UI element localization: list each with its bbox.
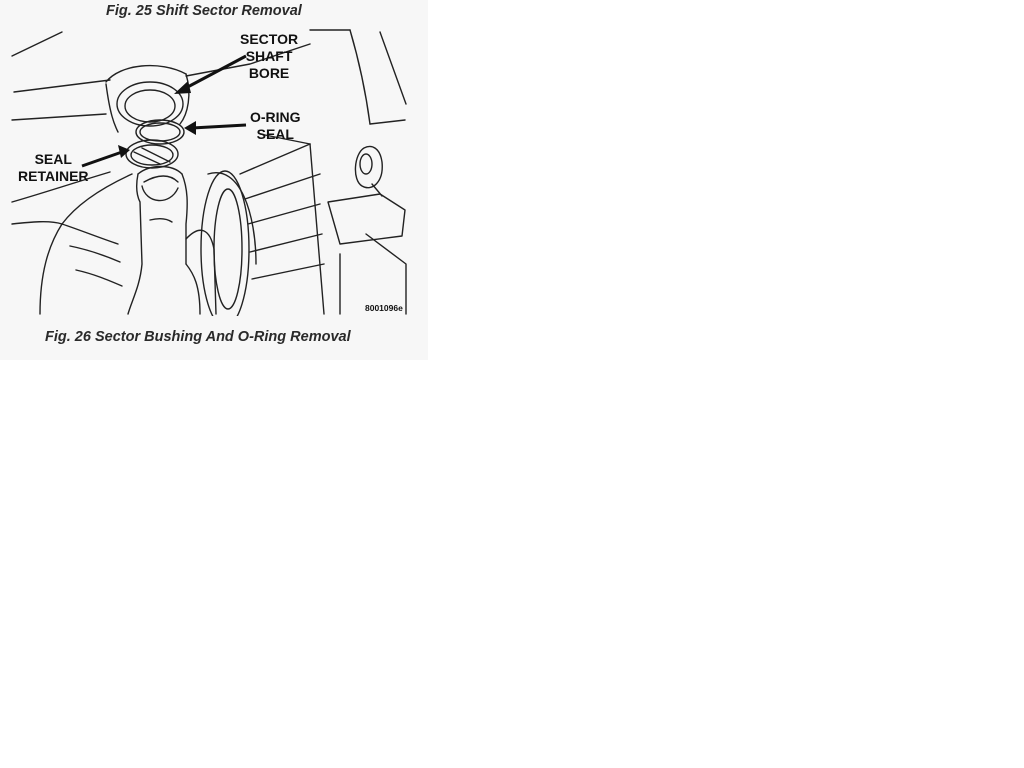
- figure-25-caption: Fig. 25 Shift Sector Removal: [106, 3, 302, 19]
- label-line: SECTOR: [240, 31, 299, 47]
- label-line: O-RING: [250, 109, 301, 125]
- label-line: RETAINER: [18, 168, 89, 184]
- illustration-code: 8001096e: [365, 303, 403, 313]
- o-ring-seal-label: [250, 109, 301, 143]
- figure-26-caption: Fig. 26 Sector Bushing And O-Ring Removal: [45, 329, 351, 345]
- sector-shaft-bore-label: [240, 31, 298, 82]
- label-line: SHAFT: [245, 48, 293, 64]
- seal-retainer-label: [18, 151, 89, 185]
- label-line: SEAL: [256, 126, 294, 142]
- label-line: SEAL: [34, 151, 72, 167]
- figure-sheet: [0, 0, 428, 360]
- label-line: BORE: [248, 65, 290, 81]
